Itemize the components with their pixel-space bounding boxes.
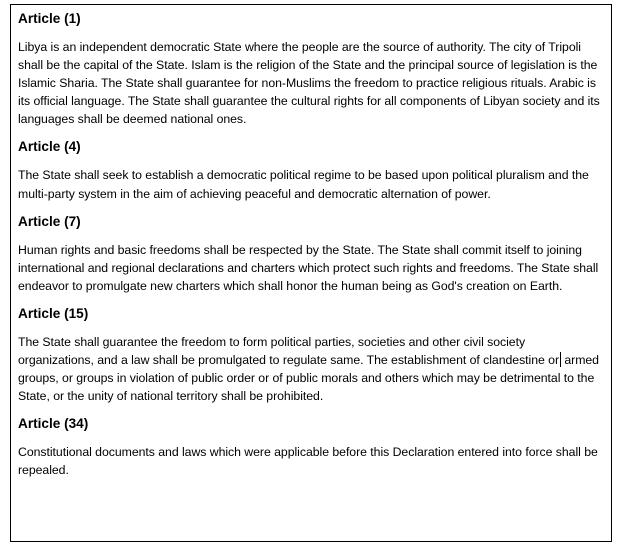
article-body[interactable] bbox=[18, 333, 603, 405]
article-heading: Article (4) bbox=[18, 139, 81, 155]
article-heading: Article (34) bbox=[18, 416, 89, 432]
article-4 bbox=[18, 137, 603, 202]
article-heading: Article (7) bbox=[18, 213, 81, 229]
article-heading: Article (15) bbox=[18, 305, 89, 321]
article-body[interactable]: Libya is an independent democratic State where the people are the source of authority. The city of Tripoli shall be the capital of the State. Islam is the religion of the State and the principal source of legislation is the Islamic Sharia. The State shall guarantee for non-Muslims the freedom to practice religious rituals. Arabic is its official language. The State shall guarantee the cultural rights for all components of Libyan society and its languages shall be deemed national ones. bbox=[18, 40, 600, 127]
article-15 bbox=[18, 304, 603, 405]
article-7 bbox=[18, 212, 603, 295]
article-body[interactable]: Constitutional documents and laws which were applicable before this Declaration entered into force shall be repealed. bbox=[18, 445, 598, 478]
article-34 bbox=[18, 414, 603, 479]
article-body-text: armed groups, or groups in violation of public order or of public morals and others which may be detrimental to the State, or the unity of national territory shall be prohibited. bbox=[18, 353, 599, 404]
article-body[interactable]: The State shall seek to establish a democratic political regime to be based upon political pluralism and the multi-party system in the aim of achieving peaceful and democratic alternation of power. bbox=[18, 168, 589, 201]
article-body[interactable]: Human rights and basic freedoms shall be respected by the State. The State shall commit itself to joining international and regional declarations and charters which protect such rights and freedoms. The State shall endeavor to promulgate new charters which shall honor the human being as God's creation on Earth. bbox=[18, 242, 599, 293]
article-1 bbox=[18, 9, 603, 128]
document-frame bbox=[10, 4, 612, 542]
article-body-text: The State shall guarantee the freedom to form political parties, societies and other civil society organizations, and a law shall be promulgated to regulate same. The establishment of clandestine or bbox=[18, 334, 559, 368]
article-heading: Article (1) bbox=[18, 11, 81, 26]
